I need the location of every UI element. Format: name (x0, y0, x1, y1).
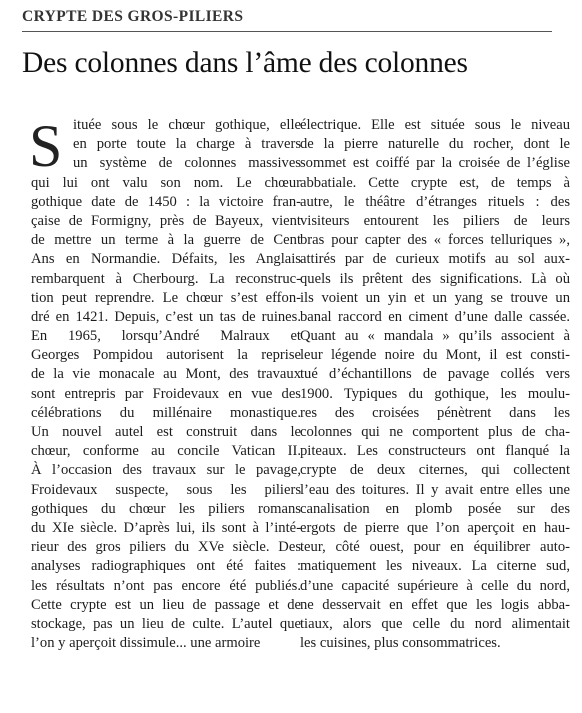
text-line: autre, le théâtre d’étranges rituels : des (300, 193, 570, 210)
kicker-divider (22, 31, 552, 32)
text-line: Un nouvel autel est construit dans le (31, 424, 301, 440)
text-line: de la vie monacale au Mont, des travaux (31, 366, 301, 383)
text-line: en porte toute la charge à travers (73, 136, 301, 153)
text-line: Quant au « mandala » qu’ils associent à (300, 328, 570, 345)
text-line: analyses radiographiques ont été faites : (31, 558, 301, 575)
text-line: rieur des gros piliers du XVe siècle. Des (31, 539, 301, 556)
text-line: çaise de Formigny, près de Bayeux, vient (31, 212, 301, 229)
text-line: gothiques du chœur les piliers romans (31, 500, 301, 517)
text-line: 1900. Typiques du gothique, les moulu- (300, 385, 570, 402)
article-headline: Des colonnes dans l’âme des colonnes (22, 47, 468, 79)
text-line: l’on y aperçoit dissimule... une armoire (31, 635, 261, 652)
text-line: crypte de deux citernes, qui collectent (300, 462, 570, 479)
text-line: stockage, pas un lieu de culte. L’autel que (31, 615, 301, 632)
text-line: électrique. Elle est située sous le niveau (300, 117, 570, 133)
text-line: Froidevaux suspecte, sous les piliers (31, 481, 301, 498)
text-line: Ans en Normandie. Défaits, les Anglais (31, 251, 301, 268)
text-line: colonnes qui ne comportent plus de cha- (300, 424, 570, 440)
article-column-right (300, 116, 570, 653)
text-line: du XIe siècle. D’après lui, ils sont à l’inté- (31, 519, 301, 536)
section-kicker: CRYPTE DES GROS-PILIERS (22, 8, 244, 25)
text-line: d’une capacité supérieure à celle du nord, (300, 577, 570, 594)
drop-cap: S (29, 113, 63, 179)
text-line: dré en 1421. Depuis, c’est un tas de ruines. (31, 308, 301, 325)
text-line: res des croisées pénètrent dans les (300, 404, 570, 421)
text-line: En 1965, lorsqu’André Malraux et (31, 328, 301, 345)
text-line: les résultats n’ont pas encore été publiés. (31, 577, 301, 594)
text-line: À l’occasion des travaux sur le pavage, (31, 462, 301, 479)
right-column-text (300, 116, 570, 653)
text-line: tiaux, alors que celle du nord alimentait (300, 615, 570, 632)
text-line: teur, côté ouest, pour en équilibrer auto- (300, 539, 570, 556)
text-line: piteaux. Les constructeurs ont flanqué la (300, 443, 570, 460)
text-line: tué d’échantillons de pavage collés vers (300, 366, 570, 383)
text-line: chœur, conforme au concile Vatican II. (31, 443, 301, 460)
text-line: sommet est coiffé par la croisée de l’église (300, 155, 570, 172)
text-line: Georges Pompidou autorisent la reprise (31, 347, 301, 364)
text-line: visiteurs entourent les piliers de leurs (300, 212, 570, 229)
text-line: un système de colonnes massives (73, 155, 301, 172)
text-line: les cuisines, plus consommatrices. (300, 635, 501, 652)
text-line: banal raccord en ciment d’une dalle cassée. (300, 308, 570, 325)
left-column-text (29, 113, 301, 653)
text-line: canalisation en plomb posée sur des (300, 500, 570, 517)
text-line: ne desservait en effet que les logis abba- (300, 596, 570, 613)
article-column-left (29, 113, 301, 653)
text-line: abbatiale. Cette crypte est, de temps à (300, 174, 570, 191)
text-line: rembarquent à Cherbourg. La reconstruc- (31, 270, 301, 287)
text-line: l’eau des toitures. Il y avait entre elles une (300, 481, 570, 498)
text-line: bras pour capter des « forces telluriques », (300, 232, 570, 249)
text-line: tion peut reprendre. Le chœur s’est effon- (31, 289, 301, 306)
text-line: sont entrepris par Froidevaux en vue des (31, 385, 301, 402)
text-line: gothique date de 1450 : la victoire fran- (31, 193, 301, 210)
text-line: quels ils prêtent des significations. Là où (300, 270, 570, 287)
text-line: attirés par de curieux motifs au sol aux- (300, 251, 570, 268)
text-line: matiquement les niveaux. La citerne sud, (300, 558, 570, 575)
text-line: ergots de pierre que l’on aperçoit en hau- (300, 519, 570, 536)
text-line: leur légende noire du Mont, il est consti- (300, 347, 570, 364)
text-line: célébrations du millénaire monastique. (31, 404, 301, 421)
text-line: qui lui ont valu son nom. Le chœur (31, 174, 301, 191)
text-line: Cette crypte est un lieu de passage et de (31, 596, 301, 613)
text-line: de mettre un terme à la guerre de Cent (31, 232, 301, 249)
text-line: ituée sous le chœur gothique, elle (73, 117, 301, 133)
text-line: de la pierre naturelle du rocher, dont le (300, 136, 570, 153)
text-line: ils voient un yin et un yang se trouve un (300, 289, 570, 306)
